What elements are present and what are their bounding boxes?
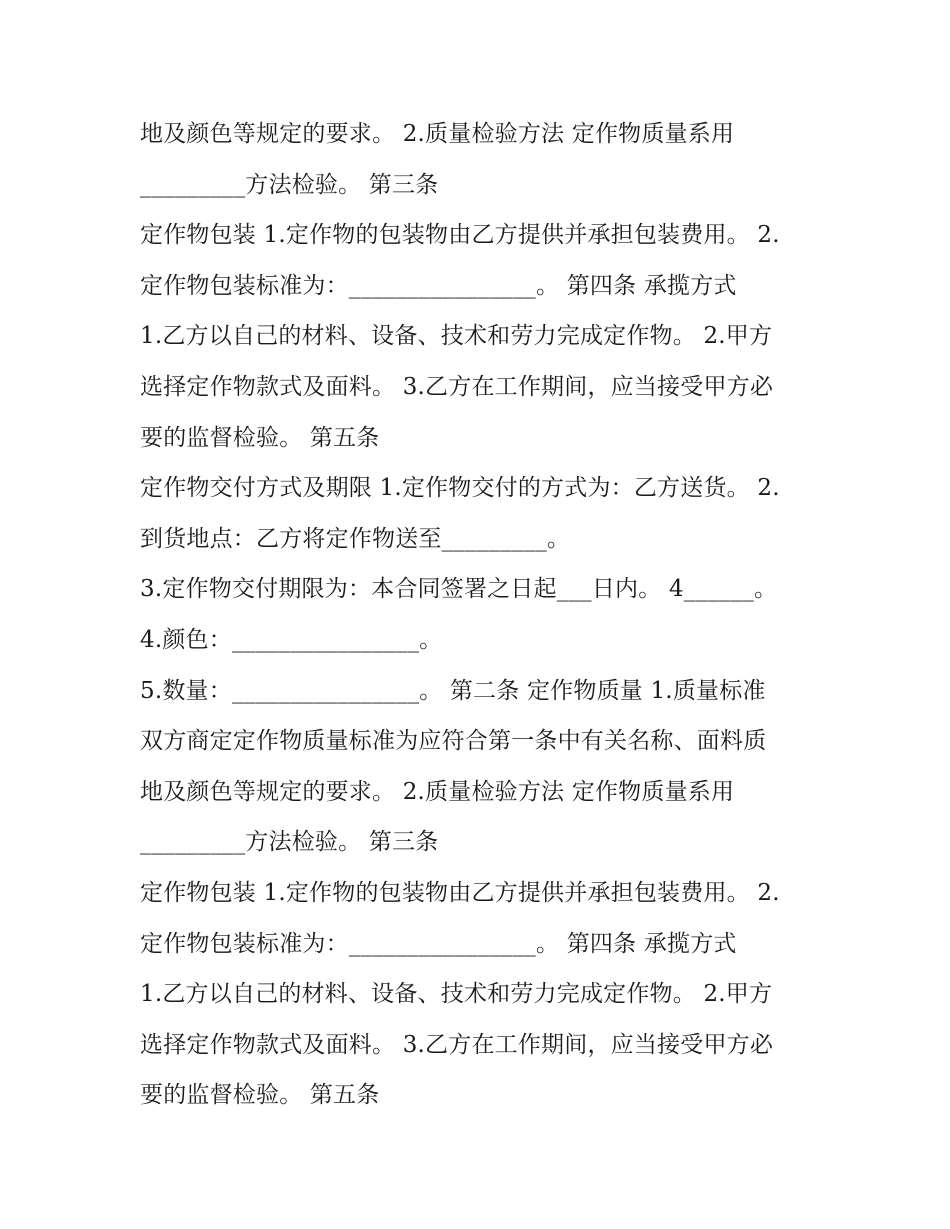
contract-text [140, 109, 830, 1121]
text-line: 双方商定定作物质量标准为应符合第一条中有关名称、面料质 [140, 728, 767, 755]
text-line: _________方法检验。 第三条 [140, 829, 439, 856]
text-line: 选择定作物款式及面料。 3.乙方在工作期间，应当接受甲方必 [140, 1031, 774, 1058]
text-line: 定作物包装 1.定作物的包装物由乙方提供并承担包装费用。 2. [140, 222, 780, 249]
text-line: _________方法检验。 第三条 [140, 171, 439, 198]
text-line: 3.定作物交付期限为：本合同签署之日起___日内。 4______。 [140, 576, 778, 603]
text-line: 到货地点：乙方将定作物送至_________。 [140, 525, 571, 552]
text-line: 选择定作物款式及面料。 3.乙方在工作期间，应当接受甲方必 [140, 373, 774, 400]
text-line: 定作物包装 1.定作物的包装物由乙方提供并承担包装费用。 2. [140, 879, 780, 906]
text-line: 定作物包装标准为：________________。 第四条 承揽方式 [140, 930, 737, 957]
text-line: 要的监督检验。 第五条 [140, 1082, 380, 1109]
text-line: 定作物交付方式及期限 1.定作物交付的方式为：乙方送货。 2. [140, 475, 780, 502]
text-line: 1.乙方以自己的材料、设备、技术和劳力完成定作物。 2.甲方 [140, 323, 773, 350]
text-line: 1.乙方以自己的材料、设备、技术和劳力完成定作物。 2.甲方 [140, 981, 773, 1008]
text-line: 4.颜色：________________。 [140, 626, 443, 653]
text-line: 地及颜色等规定的要求。 2.质量检验方法 定作物质量系用 [140, 778, 735, 805]
text-line: 地及颜色等规定的要求。 2.质量检验方法 定作物质量系用 [140, 121, 735, 147]
text-line: 定作物包装标准为：________________。 第四条 承揽方式 [140, 272, 737, 299]
text-line: 5.数量：________________。 第二条 定作物质量 1.质量标准 [140, 677, 766, 704]
text-line: 要的监督检验。 第五条 [140, 424, 380, 451]
